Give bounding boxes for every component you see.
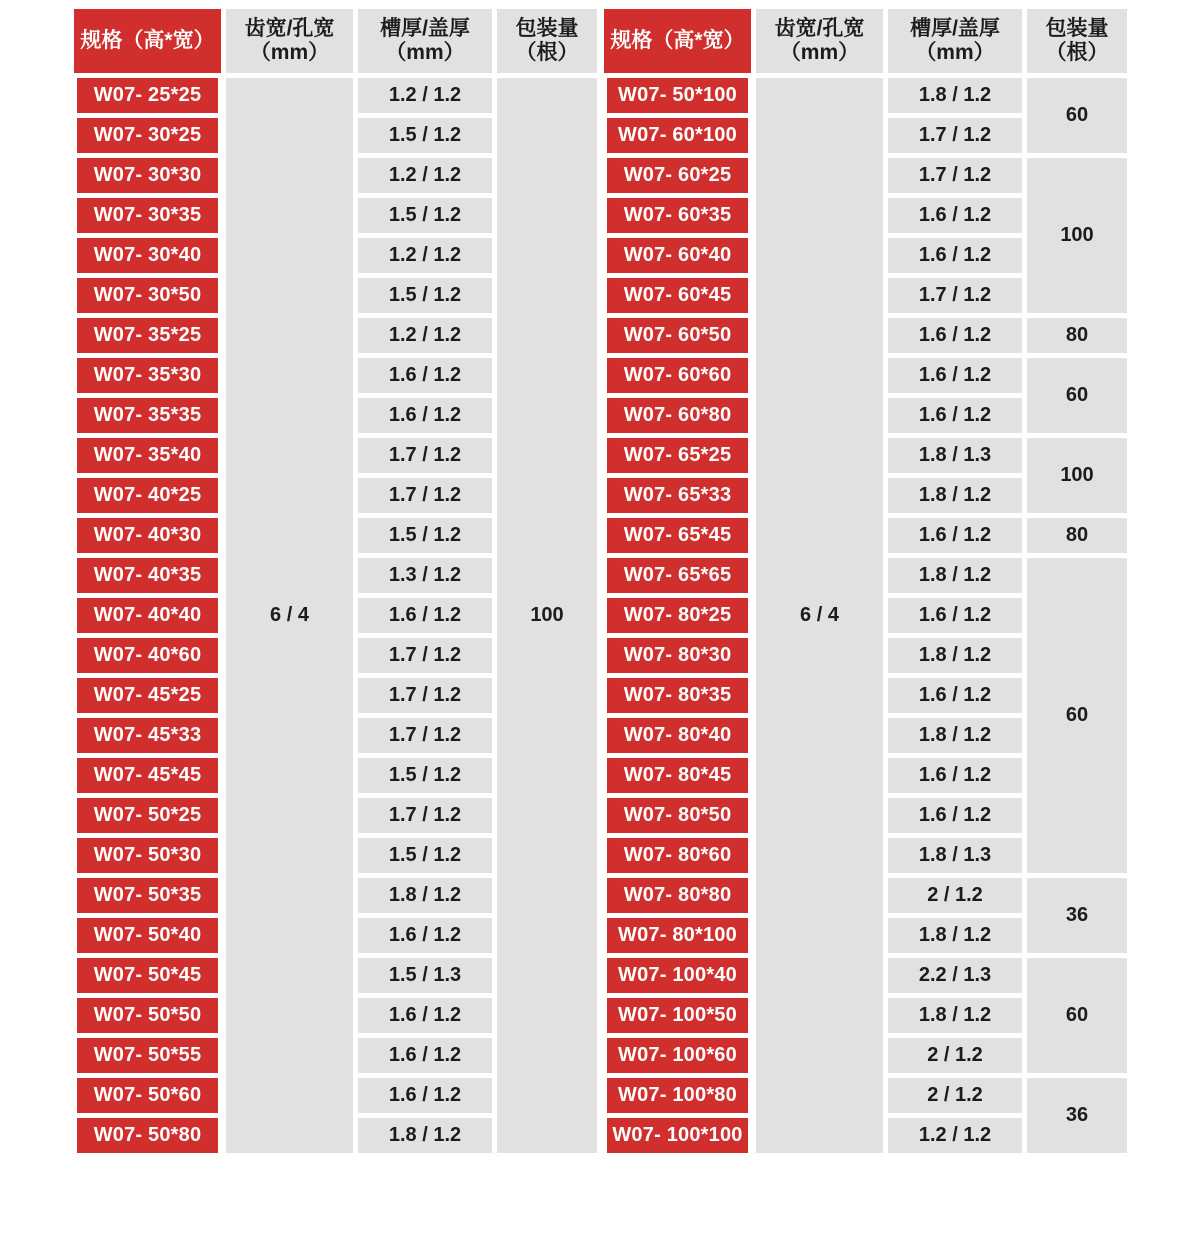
groove-cell bbox=[888, 78, 1022, 113]
spec-cell bbox=[607, 558, 748, 593]
pack-quantity-cell-label: 100 bbox=[1060, 224, 1094, 247]
pack-header-label: 包装量 bbox=[515, 17, 579, 41]
spec-cell-label: W07- 50*55 bbox=[93, 1044, 202, 1067]
spec-cell-label: W07- 80*80 bbox=[623, 884, 732, 907]
spec-cell bbox=[77, 198, 218, 233]
spec-cell-label: W07- 50*60 bbox=[93, 1084, 202, 1107]
spec-cell-label: W07- 100*50 bbox=[618, 1004, 737, 1027]
groove-cell bbox=[888, 558, 1022, 593]
groove-cell-label: 1.2 / 1.2 bbox=[388, 244, 462, 267]
groove-cell bbox=[358, 198, 492, 233]
spec-cell-label: W07- 30*35 bbox=[93, 204, 202, 227]
groove-cell-label: 1.8 / 1.2 bbox=[918, 564, 992, 587]
groove-cell bbox=[888, 718, 1022, 753]
pack-quantity-cell-label: 60 bbox=[1065, 384, 1089, 407]
spec-cell-label: W07- 50*35 bbox=[93, 884, 202, 907]
groove-cell bbox=[358, 318, 492, 353]
pack-header bbox=[1027, 9, 1127, 73]
groove-cell-label: 1.6 / 1.2 bbox=[918, 404, 992, 427]
spec-cell-label: W07- 30*25 bbox=[93, 124, 202, 147]
spec-cell-label: W07- 80*40 bbox=[623, 724, 732, 747]
spec-cell-label: W07- 50*50 bbox=[93, 1004, 202, 1027]
spec-cell bbox=[77, 878, 218, 913]
spec-cell bbox=[607, 798, 748, 833]
groove-cell bbox=[358, 998, 492, 1033]
groove-cell-label: 1.7 / 1.2 bbox=[918, 284, 992, 307]
spec-cell-label: W07- 80*30 bbox=[623, 644, 732, 667]
groove-cell bbox=[358, 438, 492, 473]
spec-cell bbox=[607, 718, 748, 753]
groove-cell-label: 1.6 / 1.2 bbox=[388, 1044, 462, 1067]
groove-cell-label: 1.2 / 1.2 bbox=[388, 164, 462, 187]
spec-cell bbox=[77, 798, 218, 833]
spec-cell-label: W07- 80*100 bbox=[618, 924, 737, 947]
groove-cell bbox=[358, 638, 492, 673]
spec-cell-label: W07- 60*40 bbox=[623, 244, 732, 267]
pack-header-label: （根） bbox=[1045, 41, 1109, 64]
spec-table-left bbox=[74, 9, 597, 1153]
groove-cell-label: 1.6 / 1.2 bbox=[918, 684, 992, 707]
groove-header bbox=[358, 9, 492, 73]
groove-cell-label: 2.2 / 1.3 bbox=[918, 964, 992, 987]
groove-cell bbox=[888, 198, 1022, 233]
tooth-header bbox=[226, 9, 353, 73]
groove-cell-label: 1.8 / 1.2 bbox=[388, 1124, 462, 1147]
groove-cell bbox=[888, 278, 1022, 313]
pack-quantity-cell bbox=[1027, 878, 1127, 953]
spec-cell bbox=[607, 118, 748, 153]
spec-cell-label: W07- 65*45 bbox=[623, 524, 732, 547]
pack-quantity-cell bbox=[1027, 318, 1127, 353]
groove-cell-label: 1.8 / 1.2 bbox=[918, 484, 992, 507]
groove-cell bbox=[888, 438, 1022, 473]
spec-table-right bbox=[604, 9, 1127, 1153]
spec-cell-label: W07- 65*25 bbox=[623, 444, 732, 467]
groove-cell-label: 1.7 / 1.2 bbox=[388, 724, 462, 747]
spec-cell-label: W07- 80*60 bbox=[623, 844, 732, 867]
spec-cell bbox=[607, 398, 748, 433]
spec-cell bbox=[77, 1038, 218, 1073]
groove-cell bbox=[358, 1078, 492, 1113]
spec-cell bbox=[77, 318, 218, 353]
groove-cell-label: 1.6 / 1.2 bbox=[388, 604, 462, 627]
groove-cell bbox=[358, 758, 492, 793]
tooth-header-label: （mm） bbox=[779, 41, 860, 64]
groove-cell bbox=[888, 118, 1022, 153]
spec-cell-label: W07- 100*80 bbox=[618, 1084, 737, 1107]
groove-cell bbox=[888, 838, 1022, 873]
spec-cell-label: W07- 80*45 bbox=[623, 764, 732, 787]
spec-cell-label: W07- 65*33 bbox=[623, 484, 732, 507]
spec-cell bbox=[77, 1118, 218, 1153]
pack-header bbox=[497, 9, 597, 73]
tooth-width-cell bbox=[756, 78, 883, 1153]
spec-cell bbox=[607, 638, 748, 673]
spec-cell-label: W07- 40*30 bbox=[93, 524, 202, 547]
pack-header-label: （根） bbox=[515, 41, 579, 64]
spec-cell-label: W07- 35*25 bbox=[93, 324, 202, 347]
tooth-width-cell-label: 6 / 4 bbox=[800, 604, 839, 627]
groove-cell bbox=[358, 358, 492, 393]
pack-quantity-cell-label: 60 bbox=[1065, 1004, 1089, 1027]
groove-cell-label: 1.8 / 1.2 bbox=[388, 884, 462, 907]
groove-cell-label: 1.8 / 1.2 bbox=[918, 84, 992, 107]
tooth-width-cell-label: 6 / 4 bbox=[270, 604, 309, 627]
groove-cell-label: 1.6 / 1.2 bbox=[918, 764, 992, 787]
spec-cell bbox=[77, 598, 218, 633]
pack-quantity-cell bbox=[497, 78, 597, 1153]
spec-cell-label: W07- 50*100 bbox=[618, 84, 737, 107]
spec-cell-label: W07- 100*100 bbox=[612, 1124, 743, 1147]
spec-cell bbox=[77, 1078, 218, 1113]
groove-cell bbox=[888, 238, 1022, 273]
spec-cell-label: W07- 60*45 bbox=[623, 284, 732, 307]
groove-cell bbox=[358, 118, 492, 153]
groove-cell-label: 1.2 / 1.2 bbox=[388, 84, 462, 107]
tooth-width-cell bbox=[226, 78, 353, 1153]
spec-cell bbox=[77, 118, 218, 153]
spec-cell-label: W07- 30*50 bbox=[93, 284, 202, 307]
spec-cell-label: W07- 100*40 bbox=[618, 964, 737, 987]
groove-cell-label: 1.6 / 1.2 bbox=[918, 244, 992, 267]
pack-quantity-cell-label: 60 bbox=[1065, 704, 1089, 727]
spec-cell bbox=[607, 1038, 748, 1073]
groove-cell-label: 1.7 / 1.2 bbox=[388, 444, 462, 467]
spec-cell bbox=[607, 878, 748, 913]
spec-cell bbox=[77, 838, 218, 873]
groove-cell bbox=[358, 478, 492, 513]
groove-cell-label: 1.7 / 1.2 bbox=[388, 684, 462, 707]
spec-cell-label: W07- 60*60 bbox=[623, 364, 732, 387]
pack-quantity-cell-label: 60 bbox=[1065, 104, 1089, 127]
groove-cell bbox=[888, 998, 1022, 1033]
groove-cell bbox=[358, 78, 492, 113]
spec-cell bbox=[77, 998, 218, 1033]
spec-cell-label: W07- 80*35 bbox=[623, 684, 732, 707]
groove-cell-label: 1.3 / 1.2 bbox=[388, 564, 462, 587]
groove-cell bbox=[888, 318, 1022, 353]
spec-cell-label: W07- 50*40 bbox=[93, 924, 202, 947]
spec-cell bbox=[77, 238, 218, 273]
groove-cell-label: 1.8 / 1.2 bbox=[918, 724, 992, 747]
spec-cell-label: W07- 50*45 bbox=[93, 964, 202, 987]
groove-cell bbox=[358, 1118, 492, 1153]
groove-cell-label: 1.8 / 1.3 bbox=[918, 444, 992, 467]
groove-cell-label: 1.5 / 1.2 bbox=[388, 284, 462, 307]
spec-cell bbox=[607, 958, 748, 993]
spec-cell-label: W07- 60*50 bbox=[623, 324, 732, 347]
groove-cell-label: 1.8 / 1.3 bbox=[918, 844, 992, 867]
groove-cell bbox=[358, 958, 492, 993]
spec-cell bbox=[607, 478, 748, 513]
groove-cell-label: 1.6 / 1.2 bbox=[918, 364, 992, 387]
spec-cell bbox=[607, 998, 748, 1033]
spec-cell bbox=[77, 718, 218, 753]
spec-cell bbox=[77, 478, 218, 513]
groove-cell-label: 1.7 / 1.2 bbox=[388, 644, 462, 667]
groove-cell bbox=[358, 158, 492, 193]
groove-cell-label: 2 / 1.2 bbox=[927, 884, 983, 907]
spec-cell bbox=[77, 678, 218, 713]
groove-cell bbox=[888, 1118, 1022, 1153]
spec-cell-label: W07- 35*35 bbox=[93, 404, 202, 427]
groove-cell bbox=[888, 958, 1022, 993]
groove-cell-label: 1.7 / 1.2 bbox=[918, 124, 992, 147]
groove-cell-label: 1.6 / 1.2 bbox=[388, 364, 462, 387]
groove-cell-label: 2 / 1.2 bbox=[927, 1044, 983, 1067]
spec-cell bbox=[607, 678, 748, 713]
groove-cell bbox=[358, 598, 492, 633]
groove-cell-label: 1.5 / 1.2 bbox=[388, 124, 462, 147]
groove-cell-label: 1.5 / 1.2 bbox=[388, 524, 462, 547]
groove-cell-label: 1.6 / 1.2 bbox=[388, 404, 462, 427]
spec-cell-label: W07- 60*80 bbox=[623, 404, 732, 427]
groove-cell bbox=[888, 638, 1022, 673]
spec-cell bbox=[77, 918, 218, 953]
pack-quantity-cell-label: 36 bbox=[1065, 1104, 1089, 1127]
groove-header bbox=[888, 9, 1022, 73]
groove-header-label: 槽厚/盖厚 bbox=[380, 17, 470, 41]
spec-cell-label: W07- 35*30 bbox=[93, 364, 202, 387]
spec-cell-label: W07- 40*60 bbox=[93, 644, 202, 667]
spec-cell-label: W07- 40*40 bbox=[93, 604, 202, 627]
spec-header-label: 规格（高*宽） bbox=[610, 29, 745, 53]
groove-cell bbox=[358, 278, 492, 313]
spec-cell bbox=[607, 598, 748, 633]
spec-cell bbox=[77, 438, 218, 473]
groove-cell-label: 1.7 / 1.2 bbox=[388, 804, 462, 827]
spec-cell bbox=[607, 838, 748, 873]
groove-header-label: （mm） bbox=[915, 41, 995, 64]
groove-cell bbox=[888, 918, 1022, 953]
pack-quantity-cell bbox=[1027, 958, 1127, 1073]
spec-cell-label: W07- 25*25 bbox=[93, 84, 202, 107]
groove-header-label: （mm） bbox=[385, 41, 465, 64]
spec-cell-label: W07- 30*40 bbox=[93, 244, 202, 267]
spec-cell-label: W07- 100*60 bbox=[618, 1044, 737, 1067]
spec-cell bbox=[607, 358, 748, 393]
pack-quantity-cell bbox=[1027, 158, 1127, 313]
groove-cell-label: 1.5 / 1.3 bbox=[388, 964, 462, 987]
groove-cell bbox=[358, 878, 492, 913]
spec-cell-label: W07- 45*25 bbox=[93, 684, 202, 707]
tooth-header-label: （mm） bbox=[249, 41, 330, 64]
groove-cell-label: 1.6 / 1.2 bbox=[918, 804, 992, 827]
tooth-header-label: 齿宽/孔宽 bbox=[774, 17, 865, 41]
spec-cell-label: W07- 50*80 bbox=[93, 1124, 202, 1147]
spec-cell bbox=[607, 198, 748, 233]
spec-cell-label: W07- 60*25 bbox=[623, 164, 732, 187]
groove-cell bbox=[358, 678, 492, 713]
groove-cell-label: 2 / 1.2 bbox=[927, 1084, 983, 1107]
spec-cell bbox=[607, 278, 748, 313]
pack-quantity-cell-label: 80 bbox=[1065, 324, 1089, 347]
spec-cell bbox=[607, 1078, 748, 1113]
groove-cell-label: 1.2 / 1.2 bbox=[388, 324, 462, 347]
tooth-header-label: 齿宽/孔宽 bbox=[244, 17, 335, 41]
pack-quantity-cell-label: 100 bbox=[530, 604, 564, 627]
groove-cell-label: 1.8 / 1.2 bbox=[918, 644, 992, 667]
spec-cell bbox=[607, 438, 748, 473]
spec-cell bbox=[77, 958, 218, 993]
groove-cell-label: 1.7 / 1.2 bbox=[918, 164, 992, 187]
groove-cell-label: 1.6 / 1.2 bbox=[918, 524, 992, 547]
groove-cell bbox=[888, 398, 1022, 433]
pack-quantity-cell bbox=[1027, 1078, 1127, 1153]
groove-cell bbox=[358, 1038, 492, 1073]
pack-quantity-cell bbox=[1027, 518, 1127, 553]
groove-cell bbox=[358, 238, 492, 273]
groove-cell bbox=[888, 878, 1022, 913]
groove-cell-label: 1.6 / 1.2 bbox=[388, 1004, 462, 1027]
pack-quantity-cell bbox=[1027, 358, 1127, 433]
spec-cell bbox=[77, 78, 218, 113]
groove-cell bbox=[358, 398, 492, 433]
groove-cell-label: 1.2 / 1.2 bbox=[918, 1124, 992, 1147]
spec-cell bbox=[607, 78, 748, 113]
groove-cell-label: 1.5 / 1.2 bbox=[388, 764, 462, 787]
spec-cell bbox=[607, 918, 748, 953]
groove-cell bbox=[888, 598, 1022, 633]
groove-cell bbox=[358, 718, 492, 753]
spec-cell-label: W07- 30*30 bbox=[93, 164, 202, 187]
groove-cell bbox=[888, 758, 1022, 793]
groove-cell-label: 1.7 / 1.2 bbox=[388, 484, 462, 507]
spec-cell-label: W07- 80*50 bbox=[623, 804, 732, 827]
groove-cell bbox=[888, 1038, 1022, 1073]
pack-quantity-cell-label: 80 bbox=[1065, 524, 1089, 547]
groove-cell bbox=[888, 1078, 1022, 1113]
spec-cell-label: W07- 40*25 bbox=[93, 484, 202, 507]
groove-cell bbox=[358, 918, 492, 953]
spec-cell bbox=[607, 318, 748, 353]
groove-cell bbox=[358, 798, 492, 833]
groove-cell-label: 1.6 / 1.2 bbox=[918, 204, 992, 227]
spec-cell bbox=[77, 278, 218, 313]
pack-quantity-cell bbox=[1027, 558, 1127, 873]
spec-cell-label: W07- 60*100 bbox=[618, 124, 737, 147]
spec-header bbox=[74, 9, 221, 73]
groove-cell bbox=[358, 558, 492, 593]
spec-cell bbox=[607, 158, 748, 193]
groove-cell bbox=[888, 798, 1022, 833]
spec-cell bbox=[77, 638, 218, 673]
tooth-header bbox=[756, 9, 883, 73]
spec-cell-label: W07- 40*35 bbox=[93, 564, 202, 587]
groove-cell-label: 1.6 / 1.2 bbox=[918, 324, 992, 347]
groove-cell-label: 1.8 / 1.2 bbox=[918, 1004, 992, 1027]
pack-quantity-cell bbox=[1027, 78, 1127, 153]
groove-cell-label: 1.6 / 1.2 bbox=[388, 1084, 462, 1107]
spec-cell bbox=[77, 158, 218, 193]
spec-cell bbox=[607, 238, 748, 273]
spec-header-label: 规格（高*宽） bbox=[80, 29, 215, 53]
groove-header-label: 槽厚/盖厚 bbox=[910, 17, 1000, 41]
groove-cell bbox=[888, 358, 1022, 393]
groove-cell bbox=[888, 678, 1022, 713]
groove-cell-label: 1.6 / 1.2 bbox=[918, 604, 992, 627]
spec-cell bbox=[77, 398, 218, 433]
spec-cell-label: W07- 50*25 bbox=[93, 804, 202, 827]
spec-header bbox=[604, 9, 751, 73]
groove-cell-label: 1.5 / 1.2 bbox=[388, 204, 462, 227]
groove-cell-label: 1.6 / 1.2 bbox=[388, 924, 462, 947]
groove-cell-label: 1.8 / 1.2 bbox=[918, 924, 992, 947]
groove-cell bbox=[358, 838, 492, 873]
groove-cell bbox=[888, 518, 1022, 553]
spec-cell-label: W07- 65*65 bbox=[623, 564, 732, 587]
pack-header-label: 包装量 bbox=[1045, 17, 1109, 41]
spec-cell bbox=[607, 1118, 748, 1153]
spec-cell-label: W07- 50*30 bbox=[93, 844, 202, 867]
groove-cell bbox=[888, 478, 1022, 513]
pack-quantity-cell-label: 100 bbox=[1060, 464, 1094, 487]
spec-cell-label: W07- 45*45 bbox=[93, 764, 202, 787]
spec-cell bbox=[77, 558, 218, 593]
groove-cell bbox=[888, 158, 1022, 193]
spec-cell-label: W07- 60*35 bbox=[623, 204, 732, 227]
spec-cell-label: W07- 45*33 bbox=[93, 724, 202, 747]
spec-cell bbox=[607, 518, 748, 553]
spec-cell bbox=[77, 758, 218, 793]
groove-cell bbox=[358, 518, 492, 553]
spec-cell bbox=[77, 518, 218, 553]
spec-cell-label: W07- 80*25 bbox=[623, 604, 732, 627]
spec-cell-label: W07- 35*40 bbox=[93, 444, 202, 467]
pack-quantity-cell-label: 36 bbox=[1065, 904, 1089, 927]
groove-cell-label: 1.5 / 1.2 bbox=[388, 844, 462, 867]
spec-cell bbox=[77, 358, 218, 393]
spec-cell bbox=[607, 758, 748, 793]
pack-quantity-cell bbox=[1027, 438, 1127, 513]
